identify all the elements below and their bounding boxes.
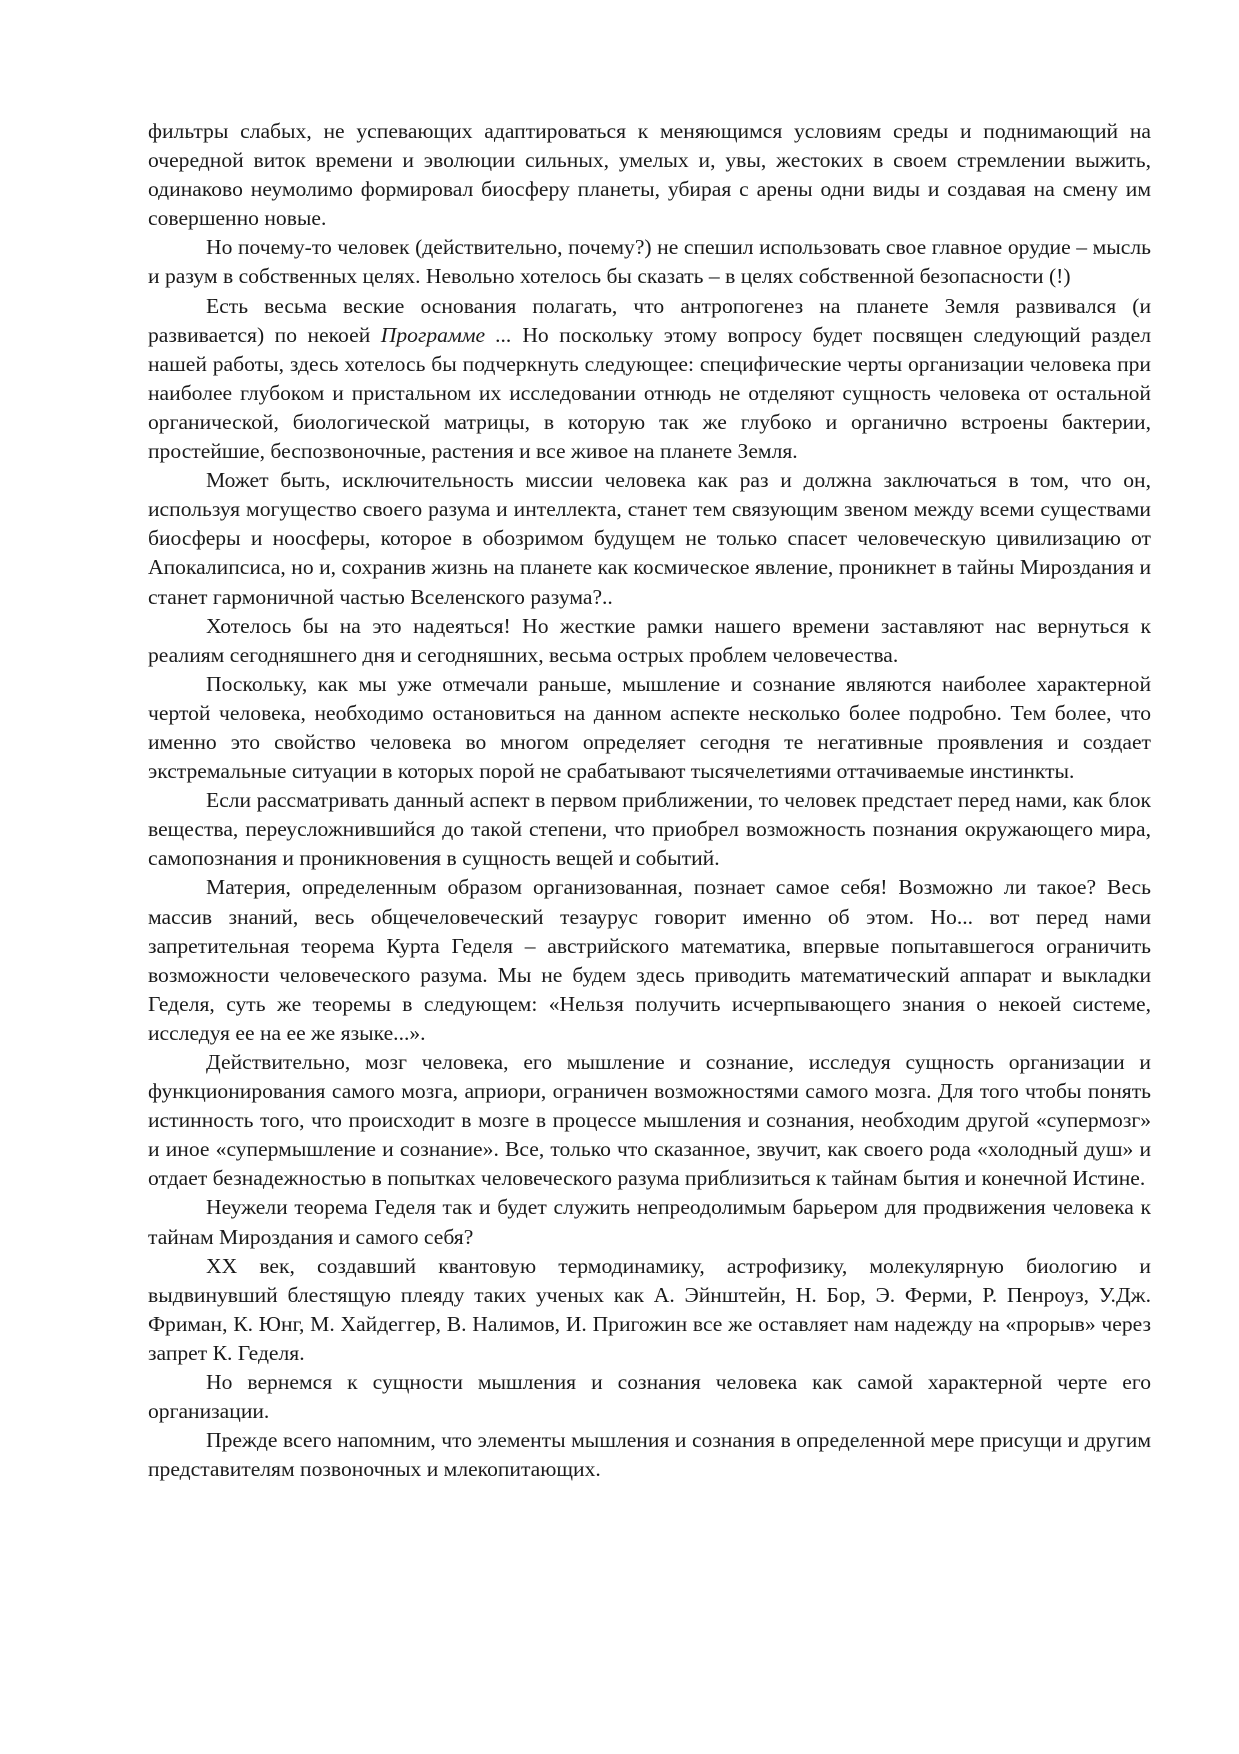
paragraph-with-italic bbox=[148, 292, 1151, 467]
paragraph-continued: фильтры слабых, не успевающих адаптироваться к меняющимся условиям среды и поднимающий на очередной виток времени и эволюции сильных, умелых и, увы, жестоких в своем стремлении выжить, одинаково неумолимо формировал биосферу планеты, убирая с арены одни виды и создавая на смену им совершенно новые. bbox=[148, 119, 1151, 231]
italic-term: Программе ... bbox=[380, 322, 512, 347]
paragraph-text: Есть весьма веские основания полагать, что антропогенез на планете Земля развивался (и развивается) по некоей bbox=[148, 293, 1151, 347]
paragraph: Действительно, мозг человека, его мышление и сознание, исследуя сущность организации и функционирования самого мозга, априори, ограничен возможностями самого мозга. Для того чтобы понять истинность того, что происходит в мозге в процессе мышления и сознания, необходим другой «супермозг» и иное «супермышление и сознание». Все, только что сказанное, звучит, как своего рода «холодный душ» и отдает безнадежностью в попытках человеческого разума приблизиться к тайнам бытия и конечной Истине. bbox=[148, 1050, 1151, 1191]
paragraph: Но почему-то человек (действительно, почему?) не спешил использовать свое главное орудие – мысль и разум в собственных целях. Невольно хотелось бы сказать – в целях собственной безопасности (!) bbox=[148, 235, 1151, 289]
paragraph-text: Но поскольку этому вопросу будет посвящен следующий раздел нашей работы, здесь хотелось бы подчеркнуть следующее: специфические черты организации человека при наиболее глубоком и пристальном их исследовании отнюдь не отделяют сущность человека от остальной органической, биологической матрицы, в которую так же глубоко и органично встроены бактерии, простейшие, беспозвоночные, растения и все живое на планете Земля. bbox=[148, 322, 1152, 464]
paragraph: Но вернемся к сущности мышления и сознания человека как самой характерной черте его организации. bbox=[148, 1370, 1151, 1424]
paragraph: Хотелось бы на это надеяться! Но жесткие рамки нашего времени заставляют нас вернуться к реалиям сегодняшнего дня и сегодняшних, весьма острых проблем человечества. bbox=[148, 613, 1151, 667]
paragraph: XX век, создавший квантовую термодинамику, астрофизику, молекулярную биологию и выдвинувший блестящую плеяду таких ученых как А. Эйнштейн, Н. Бор, Э. Ферми, Р. Пенроуз, У.Дж. Фриман, К. Юнг, М. Хайдеггер, В. Налимов, И. Пригожин все же оставляет нам надежду на «прорыв» через запрет К. Геделя. bbox=[148, 1253, 1151, 1365]
paragraph: Неужели теорема Геделя так и будет служить непреодолимым барьером для продвижения человека к тайнам Мироздания и самого себя? bbox=[148, 1195, 1151, 1249]
paragraph: Прежде всего напомним, что элементы мышления и сознания в определенной мере присущи и другим представителям позвоночных и млекопитающих. bbox=[148, 1428, 1151, 1482]
paragraph: Может быть, исключительность миссии человека как раз и должна заключаться в том, что он, используя могущество своего разума и интеллекта, станет тем связующим звеном между всеми существами биосферы и ноосферы, которое в обозримом будущем не только спасет человеческую цивилизацию от Апокалипсиса, но и, сохранив жизнь на планете как космическое явление, проникнет в тайны Мироздания и станет гармоничной частью Вселенского разума?.. bbox=[148, 468, 1151, 609]
paragraph: Поскольку, как мы уже отмечали раньше, мышление и сознание являются наиболее характерной чертой человека, необходимо остановиться на данном аспекте несколько более подробно. Тем более, что именно это свойство человека во многом определяет сегодня те негативные проявления и создает экстремальные ситуации в которых порой не срабатывают тысячелетиями оттачиваемые инстинкты. bbox=[148, 671, 1151, 784]
paragraph: Если рассматривать данный аспект в первом приближении, то человек предстает перед нами, как блок вещества, переусложнившийся до такой степени, что приобрел возможность познания окружающего мира, самопознания и проникновения в сущность вещей и событий. bbox=[148, 788, 1151, 871]
paragraph: Материя, определенным образом организованная, познает самое себя! Возможно ли такое? Весь массив знаний, весь общечеловеческий тезаурус говорит именно об этом. Но... вот перед нами запретительная теорема Курта Геделя – австрийского математика, впервые попытавшегося ограничить возможности человеческого разума. Мы не будем здесь приводить математический аппарат и выкладки Геделя, суть же теоремы в следующем: «Нельзя получить исчерпывающего знания о некоей системе, исследуя ее на ее же языке...». bbox=[148, 875, 1151, 1045]
body-text bbox=[148, 117, 1151, 1484]
